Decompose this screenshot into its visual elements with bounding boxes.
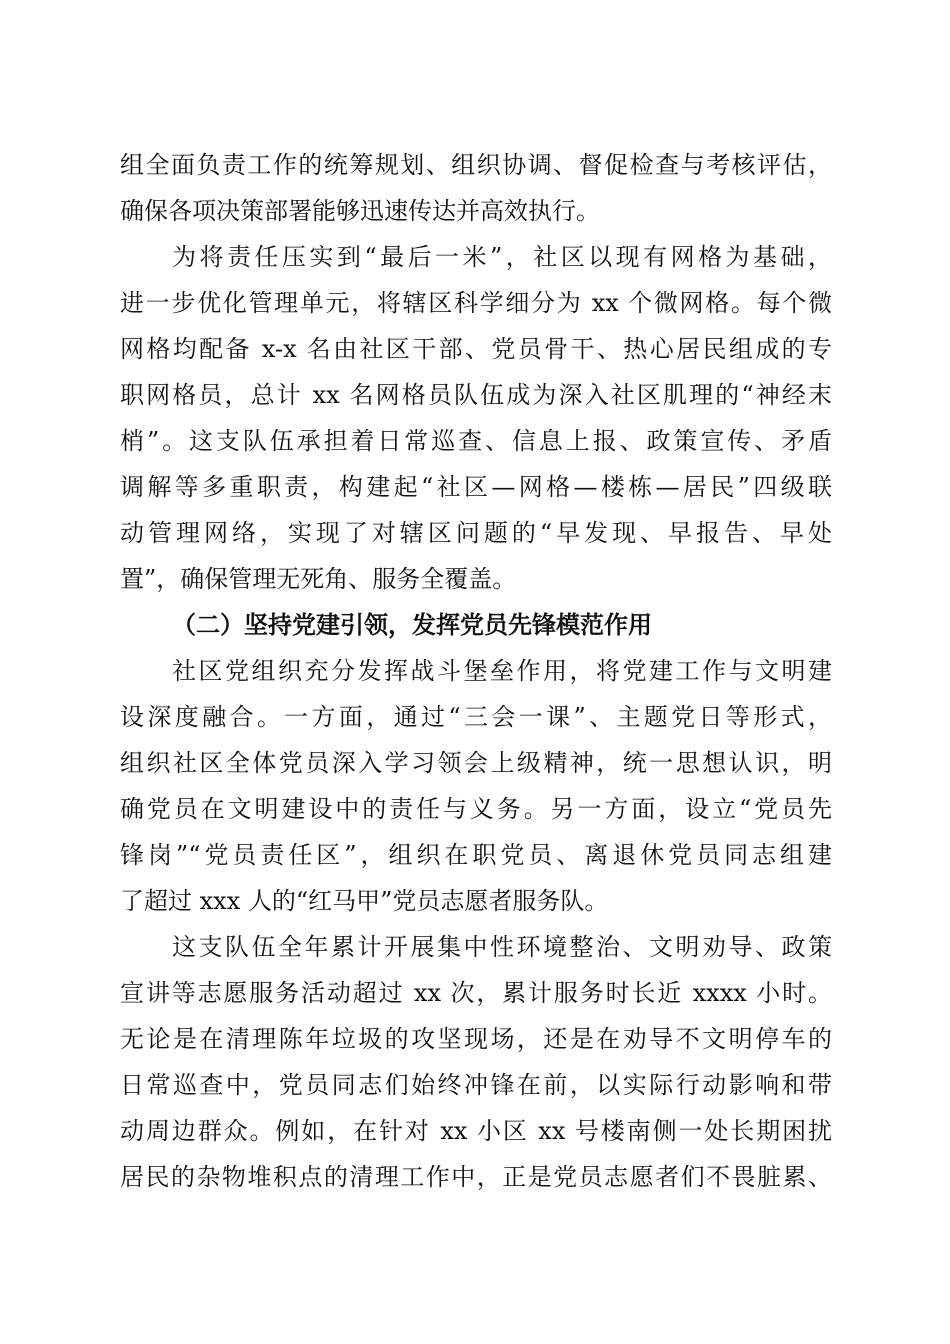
body-text-line: 梢”。这支队伍承担着日常巡查、信息上报、政策宣传、矛盾 xyxy=(120,427,832,455)
body-text-line: 日常巡查中，党员同志们始终冲锋在前，以实际行动影响和带 xyxy=(120,1071,832,1099)
body-text-line: 这支队伍全年累计开展集中性环境整治、文明劝导、政策 xyxy=(172,933,832,961)
body-text-line: 置”，确保管理无死角、服务全覆盖。 xyxy=(120,565,517,593)
body-text-line: 网格均配备 x-x 名由社区干部、党员骨干、热心居民组成的专 xyxy=(120,335,832,363)
body-text-line: 动周边群众。例如，在针对 xx 小区 xx 号楼南侧一处长期困扰 xyxy=(120,1117,832,1145)
body-text-line: 社区党组织充分发挥战斗堡垒作用，将党建工作与文明建 xyxy=(172,657,832,685)
body-text-line: 为将责任压实到“最后一米”，社区以现有网格为基础， xyxy=(172,243,832,271)
body-text-line: 了超过 xxx 人的“红马甲”党员志愿者服务队。 xyxy=(120,887,609,915)
body-text-line: 动管理网络，实现了对辖区问题的“早发现、早报告、早处 xyxy=(120,519,832,547)
body-text-line: 设深度融合。一方面，通过“三会一课”、主题党日等形式， xyxy=(120,703,832,731)
body-text-line: 无论是在清理陈年垃圾的攻坚现场，还是在劝导不文明停车的 xyxy=(120,1025,832,1053)
body-text-line: 确保各项决策部署能够迅速传达并高效执行。 xyxy=(120,197,600,225)
body-text-line: 确党员在文明建设中的责任与义务。另一方面，设立“党员先 xyxy=(120,795,832,823)
body-text-line: 调解等多重职责，构建起“社区—网格—楼栋—居民”四级联 xyxy=(120,473,832,501)
body-text-line: 职网格员，总计 xx 名网格员队伍成为深入社区肌理的“神经末 xyxy=(120,381,832,409)
body-text-line: 锋岗”“党员责任区”，组织在职党员、离退休党员同志组建 xyxy=(120,841,832,869)
section-heading: （二）坚持党建引领，发挥党员先锋模范作用 xyxy=(172,610,652,639)
body-text-line: 组织社区全体党员深入学习领会上级精神，统一思想认识，明 xyxy=(120,749,832,777)
body-text-line: 组全面负责工作的统筹规划、组织协调、督促检查与考核评估， xyxy=(120,151,832,179)
body-text-line: 宣讲等志愿服务活动超过 xx 次，累计服务时长近 xxxx 小时。 xyxy=(120,979,832,1007)
body-text-line: 居民的杂物堆积点的清理工作中，正是党员志愿者们不畏脏累、 xyxy=(120,1163,832,1191)
body-text-line: 进一步优化管理单元，将辖区科学细分为 xx 个微网格。每个微 xyxy=(120,289,832,317)
